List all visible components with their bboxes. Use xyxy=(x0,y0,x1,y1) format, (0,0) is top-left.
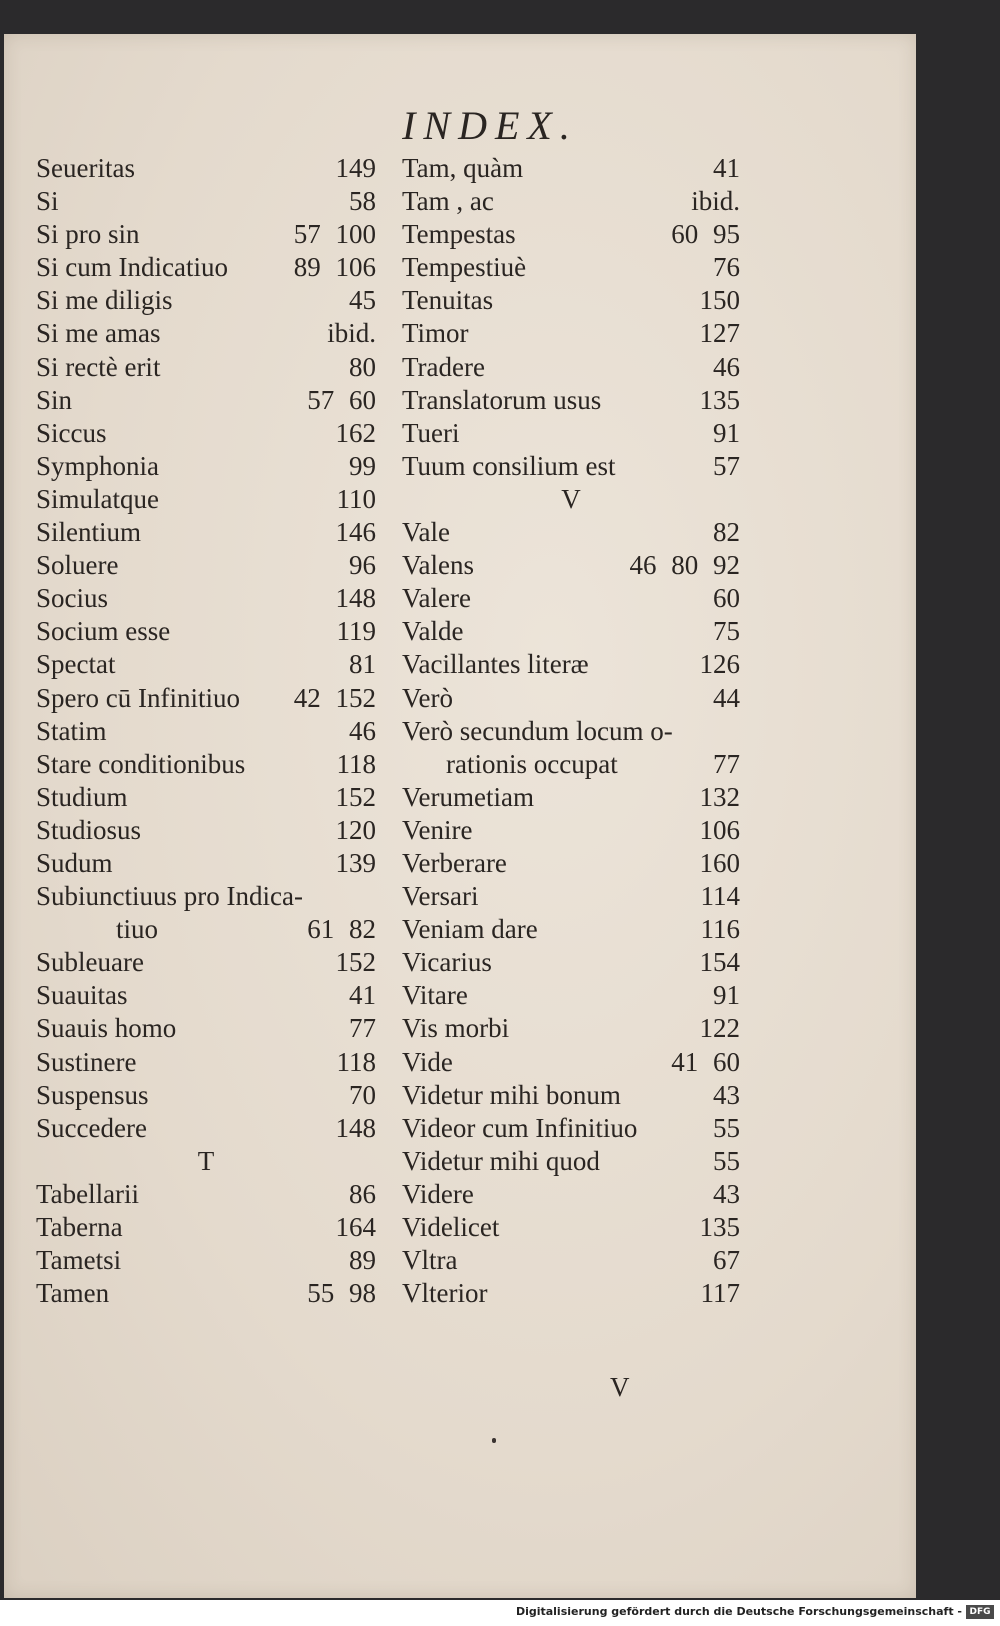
index-entry xyxy=(36,648,376,681)
index-term: Si cum Indicatiuo xyxy=(36,252,228,283)
index-entry xyxy=(36,317,376,350)
index-term: Si xyxy=(36,186,59,217)
index-term: Sin xyxy=(36,384,73,415)
index-entry xyxy=(402,715,740,748)
index-term: Tuum consilium est xyxy=(402,450,616,481)
page-references: 110 xyxy=(336,483,376,514)
page-references: 86 xyxy=(349,1178,376,1209)
page-references: 81 xyxy=(349,649,376,680)
index-term: Subleuare xyxy=(36,947,144,978)
index-term: Tenuitas xyxy=(402,285,494,316)
index-term: rationis occupat xyxy=(446,748,618,779)
index-term: Tempestiuè xyxy=(402,252,527,283)
page-references: 99 xyxy=(349,450,376,481)
page-references: 57 60 xyxy=(307,384,376,415)
page-references: 44 xyxy=(713,682,740,713)
page-references: 76 xyxy=(713,252,740,283)
page-references: 148 xyxy=(335,583,376,614)
index-term: Succedere xyxy=(36,1112,147,1143)
page-references: 146 xyxy=(335,517,376,548)
index-entry xyxy=(36,1277,376,1310)
book-page xyxy=(4,34,916,1598)
page-references: 57 100 xyxy=(293,219,376,250)
index-term: Socium esse xyxy=(36,616,171,647)
index-term: Suauitas xyxy=(36,980,128,1011)
page-references: 106 xyxy=(699,814,740,845)
index-entry xyxy=(402,582,740,615)
page-references: 91 xyxy=(713,980,740,1011)
page-references: 46 xyxy=(349,715,376,746)
page-references: 41 60 xyxy=(671,1046,740,1077)
funding-note: Digitalisierung gefördert durch die Deutsche Forschungsgemeinschaft - xyxy=(515,1605,962,1618)
index-entry xyxy=(402,152,740,185)
page-references: 46 xyxy=(713,351,740,382)
page-references: 91 xyxy=(713,417,740,448)
index-entry xyxy=(36,979,376,1012)
dfg-logo: DFG xyxy=(966,1605,994,1619)
index-term: Videlicet xyxy=(402,1212,500,1242)
page-references: 120 xyxy=(335,814,376,845)
page-references: 127 xyxy=(699,318,740,349)
index-term: Vicarius xyxy=(402,947,492,978)
index-term: Subiunctiuus pro Indica- xyxy=(36,881,303,912)
index-term: Vitare xyxy=(402,980,468,1011)
page-title: INDEX. xyxy=(402,103,578,148)
index-entry xyxy=(402,880,740,913)
index-entry xyxy=(402,1112,740,1145)
page-references: 117 xyxy=(700,1278,740,1309)
index-entry xyxy=(36,913,376,946)
page-references: 41 xyxy=(349,980,376,1011)
index-term: Spero cū Infinitiuo xyxy=(36,682,240,713)
index-entry xyxy=(36,615,376,648)
page-references: 118 xyxy=(336,748,376,779)
index-term: Si rectè erit xyxy=(36,351,161,382)
page-references: 89 xyxy=(349,1245,376,1276)
page-references: ibid. xyxy=(327,318,376,349)
index-term: Tradere xyxy=(402,351,485,382)
index-entry xyxy=(402,979,740,1012)
index-entry xyxy=(402,450,740,483)
index-entry xyxy=(36,582,376,615)
index-entry xyxy=(402,317,740,350)
page-references: 119 xyxy=(336,616,376,647)
page-references: 118 xyxy=(336,1046,376,1077)
page-references: 126 xyxy=(699,649,740,680)
index-column-right xyxy=(402,152,740,1310)
index-entry xyxy=(402,814,740,847)
page-references: 55 98 xyxy=(307,1278,376,1309)
index-entry xyxy=(36,351,376,384)
index-term: Vlterior xyxy=(402,1278,488,1309)
page-references: 61 82 xyxy=(307,914,376,945)
index-term: Vacillantes literæ xyxy=(402,649,589,680)
index-term: Soluere xyxy=(36,550,119,581)
index-term: Videre xyxy=(402,1178,474,1209)
page-references: 114 xyxy=(700,881,740,912)
page-references: 42 152 xyxy=(293,682,376,713)
index-entry xyxy=(36,284,376,317)
index-term: Siccus xyxy=(36,417,107,448)
page-references: 45 xyxy=(349,285,376,316)
index-term: Verumetiam xyxy=(402,781,534,812)
page-references: 152 xyxy=(335,947,376,978)
footer-bar xyxy=(0,1602,1000,1626)
index-entry xyxy=(402,1277,740,1310)
index-entry xyxy=(402,1012,740,1045)
page-references: 80 xyxy=(349,351,376,382)
index-entry xyxy=(402,781,740,814)
page-references: 60 xyxy=(713,583,740,614)
index-entry xyxy=(36,218,376,251)
index-entry xyxy=(36,1178,376,1211)
page-references: 160 xyxy=(699,847,740,878)
index-column-left xyxy=(36,152,376,1310)
index-entry xyxy=(36,1079,376,1112)
index-term: Videtur mihi bonum xyxy=(402,1079,621,1110)
index-entry xyxy=(36,946,376,979)
page-references: 162 xyxy=(335,417,376,448)
index-term: Timor xyxy=(402,318,469,349)
page-references: 148 xyxy=(335,1112,376,1143)
page-references: 77 xyxy=(349,1013,376,1044)
index-term: Sudum xyxy=(36,847,113,878)
page-references: 77 xyxy=(713,748,740,779)
index-entry xyxy=(402,516,740,549)
index-term: Tabellarii xyxy=(36,1178,140,1209)
catchword: V xyxy=(610,1372,630,1402)
ink-mark xyxy=(492,1438,496,1443)
index-entry xyxy=(36,549,376,582)
page-references: 67 xyxy=(713,1245,740,1276)
section-letter xyxy=(36,1145,376,1178)
index-term: Seueritas xyxy=(36,153,135,183)
index-entry xyxy=(402,1046,740,1079)
page-references: 135 xyxy=(699,1212,740,1242)
page-references: 60 95 xyxy=(671,219,740,250)
index-term: Tametsi xyxy=(36,1245,122,1276)
index-term: Suauis homo xyxy=(36,1013,177,1044)
section-letter-text: T xyxy=(197,1145,215,1176)
index-term: Tueri xyxy=(402,417,460,448)
index-term: Vale xyxy=(402,517,450,548)
page-references: 164 xyxy=(335,1212,376,1242)
page-references: 43 xyxy=(713,1178,740,1209)
index-entry xyxy=(402,1079,740,1112)
index-entry xyxy=(36,185,376,218)
index-term: Tamen xyxy=(36,1278,110,1309)
index-entry xyxy=(402,417,740,450)
index-entry xyxy=(36,847,376,880)
index-term: Verò secundum locum o- xyxy=(402,715,673,746)
index-entry xyxy=(36,1244,376,1277)
index-entry xyxy=(36,1046,376,1079)
index-entry xyxy=(36,152,376,185)
index-entry xyxy=(402,549,740,582)
index-term: Si me amas xyxy=(36,318,161,349)
index-term: Si me diligis xyxy=(36,285,173,316)
index-entry xyxy=(36,1012,376,1045)
index-term: Videor cum Infinitiuo xyxy=(402,1112,638,1143)
page-references: 132 xyxy=(699,781,740,812)
page-references: 150 xyxy=(699,285,740,316)
index-term: Vis morbi xyxy=(402,1013,510,1044)
page-references: 55 xyxy=(713,1112,740,1143)
index-entry xyxy=(402,284,740,317)
page-references: 58 xyxy=(349,186,376,217)
index-term: tiuo xyxy=(116,914,159,945)
index-entry xyxy=(402,1145,740,1178)
index-entry xyxy=(402,847,740,880)
index-term: Tam , ac xyxy=(402,186,494,217)
index-entry xyxy=(36,516,376,549)
index-term: Spectat xyxy=(36,649,116,680)
index-term: Tam, quàm xyxy=(402,153,524,183)
index-entry xyxy=(402,913,740,946)
page-references: 89 106 xyxy=(293,252,376,283)
index-term: Stare conditionibus xyxy=(36,748,246,779)
index-entry xyxy=(402,748,740,781)
page-references: 46 80 92 xyxy=(629,550,740,581)
index-entry xyxy=(402,648,740,681)
index-term: Verberare xyxy=(402,847,507,878)
index-entry xyxy=(36,1112,376,1145)
index-term: Socius xyxy=(36,583,109,614)
index-entry xyxy=(36,1211,376,1244)
index-term: Veniam dare xyxy=(402,914,538,945)
index-entry xyxy=(36,384,376,417)
index-term: Simulatque xyxy=(36,483,159,514)
index-term: Si pro sin xyxy=(36,219,140,250)
index-term: Valde xyxy=(402,616,464,647)
index-entry xyxy=(36,748,376,781)
index-term: Studiosus xyxy=(36,814,142,845)
index-term: Sustinere xyxy=(36,1046,137,1077)
page-references: 149 xyxy=(335,153,376,183)
page-references: 82 xyxy=(713,517,740,548)
index-entry xyxy=(402,1178,740,1211)
index-term: Venire xyxy=(402,814,473,845)
page-references: 154 xyxy=(699,947,740,978)
index-term: Taberna xyxy=(36,1212,123,1242)
page-references: ibid. xyxy=(691,186,740,217)
index-term: Vltra xyxy=(402,1245,458,1276)
index-entry xyxy=(402,615,740,648)
page-references: 116 xyxy=(700,914,740,945)
index-entry xyxy=(402,351,740,384)
index-term: Symphonia xyxy=(36,450,160,481)
index-term: Studium xyxy=(36,781,128,812)
page-references: 70 xyxy=(349,1079,376,1110)
page-references: 139 xyxy=(335,847,376,878)
page-references: 152 xyxy=(335,781,376,812)
index-entry xyxy=(36,417,376,450)
page-references: 96 xyxy=(349,550,376,581)
page-references: 135 xyxy=(699,384,740,415)
page-references: 41 xyxy=(713,153,740,183)
index-entry xyxy=(402,384,740,417)
index-entry xyxy=(36,814,376,847)
index-entry xyxy=(36,715,376,748)
index-entry xyxy=(36,880,376,913)
index-entry xyxy=(402,218,740,251)
index-term: Verò xyxy=(402,682,453,713)
index-term: Videtur mihi quod xyxy=(402,1145,600,1176)
index-entry xyxy=(402,251,740,284)
index-entry xyxy=(36,450,376,483)
index-term: Valere xyxy=(402,583,471,614)
index-term: Suspensus xyxy=(36,1079,149,1110)
index-entry xyxy=(402,185,740,218)
index-entry xyxy=(36,483,376,516)
page-references: 43 xyxy=(713,1079,740,1110)
index-term: Silentium xyxy=(36,517,142,548)
section-letter xyxy=(402,483,740,516)
index-term: Versari xyxy=(402,881,479,912)
index-entry xyxy=(402,946,740,979)
index-entry xyxy=(36,781,376,814)
index-term: Statim xyxy=(36,715,107,746)
index-term: Translatorum usus xyxy=(402,384,602,415)
index-entry xyxy=(402,1211,740,1244)
index-term: Vide xyxy=(402,1046,453,1077)
index-term: Valens xyxy=(402,550,474,581)
page-references: 122 xyxy=(699,1013,740,1044)
index-entry xyxy=(36,682,376,715)
index-term: Tempestas xyxy=(402,219,516,250)
index-entry xyxy=(402,682,740,715)
page-references: 57 xyxy=(713,450,740,481)
index-entry xyxy=(402,1244,740,1277)
page-references: 75 xyxy=(713,616,740,647)
index-entry xyxy=(36,251,376,284)
section-letter-text: V xyxy=(561,483,581,514)
page-references: 55 xyxy=(713,1145,740,1176)
